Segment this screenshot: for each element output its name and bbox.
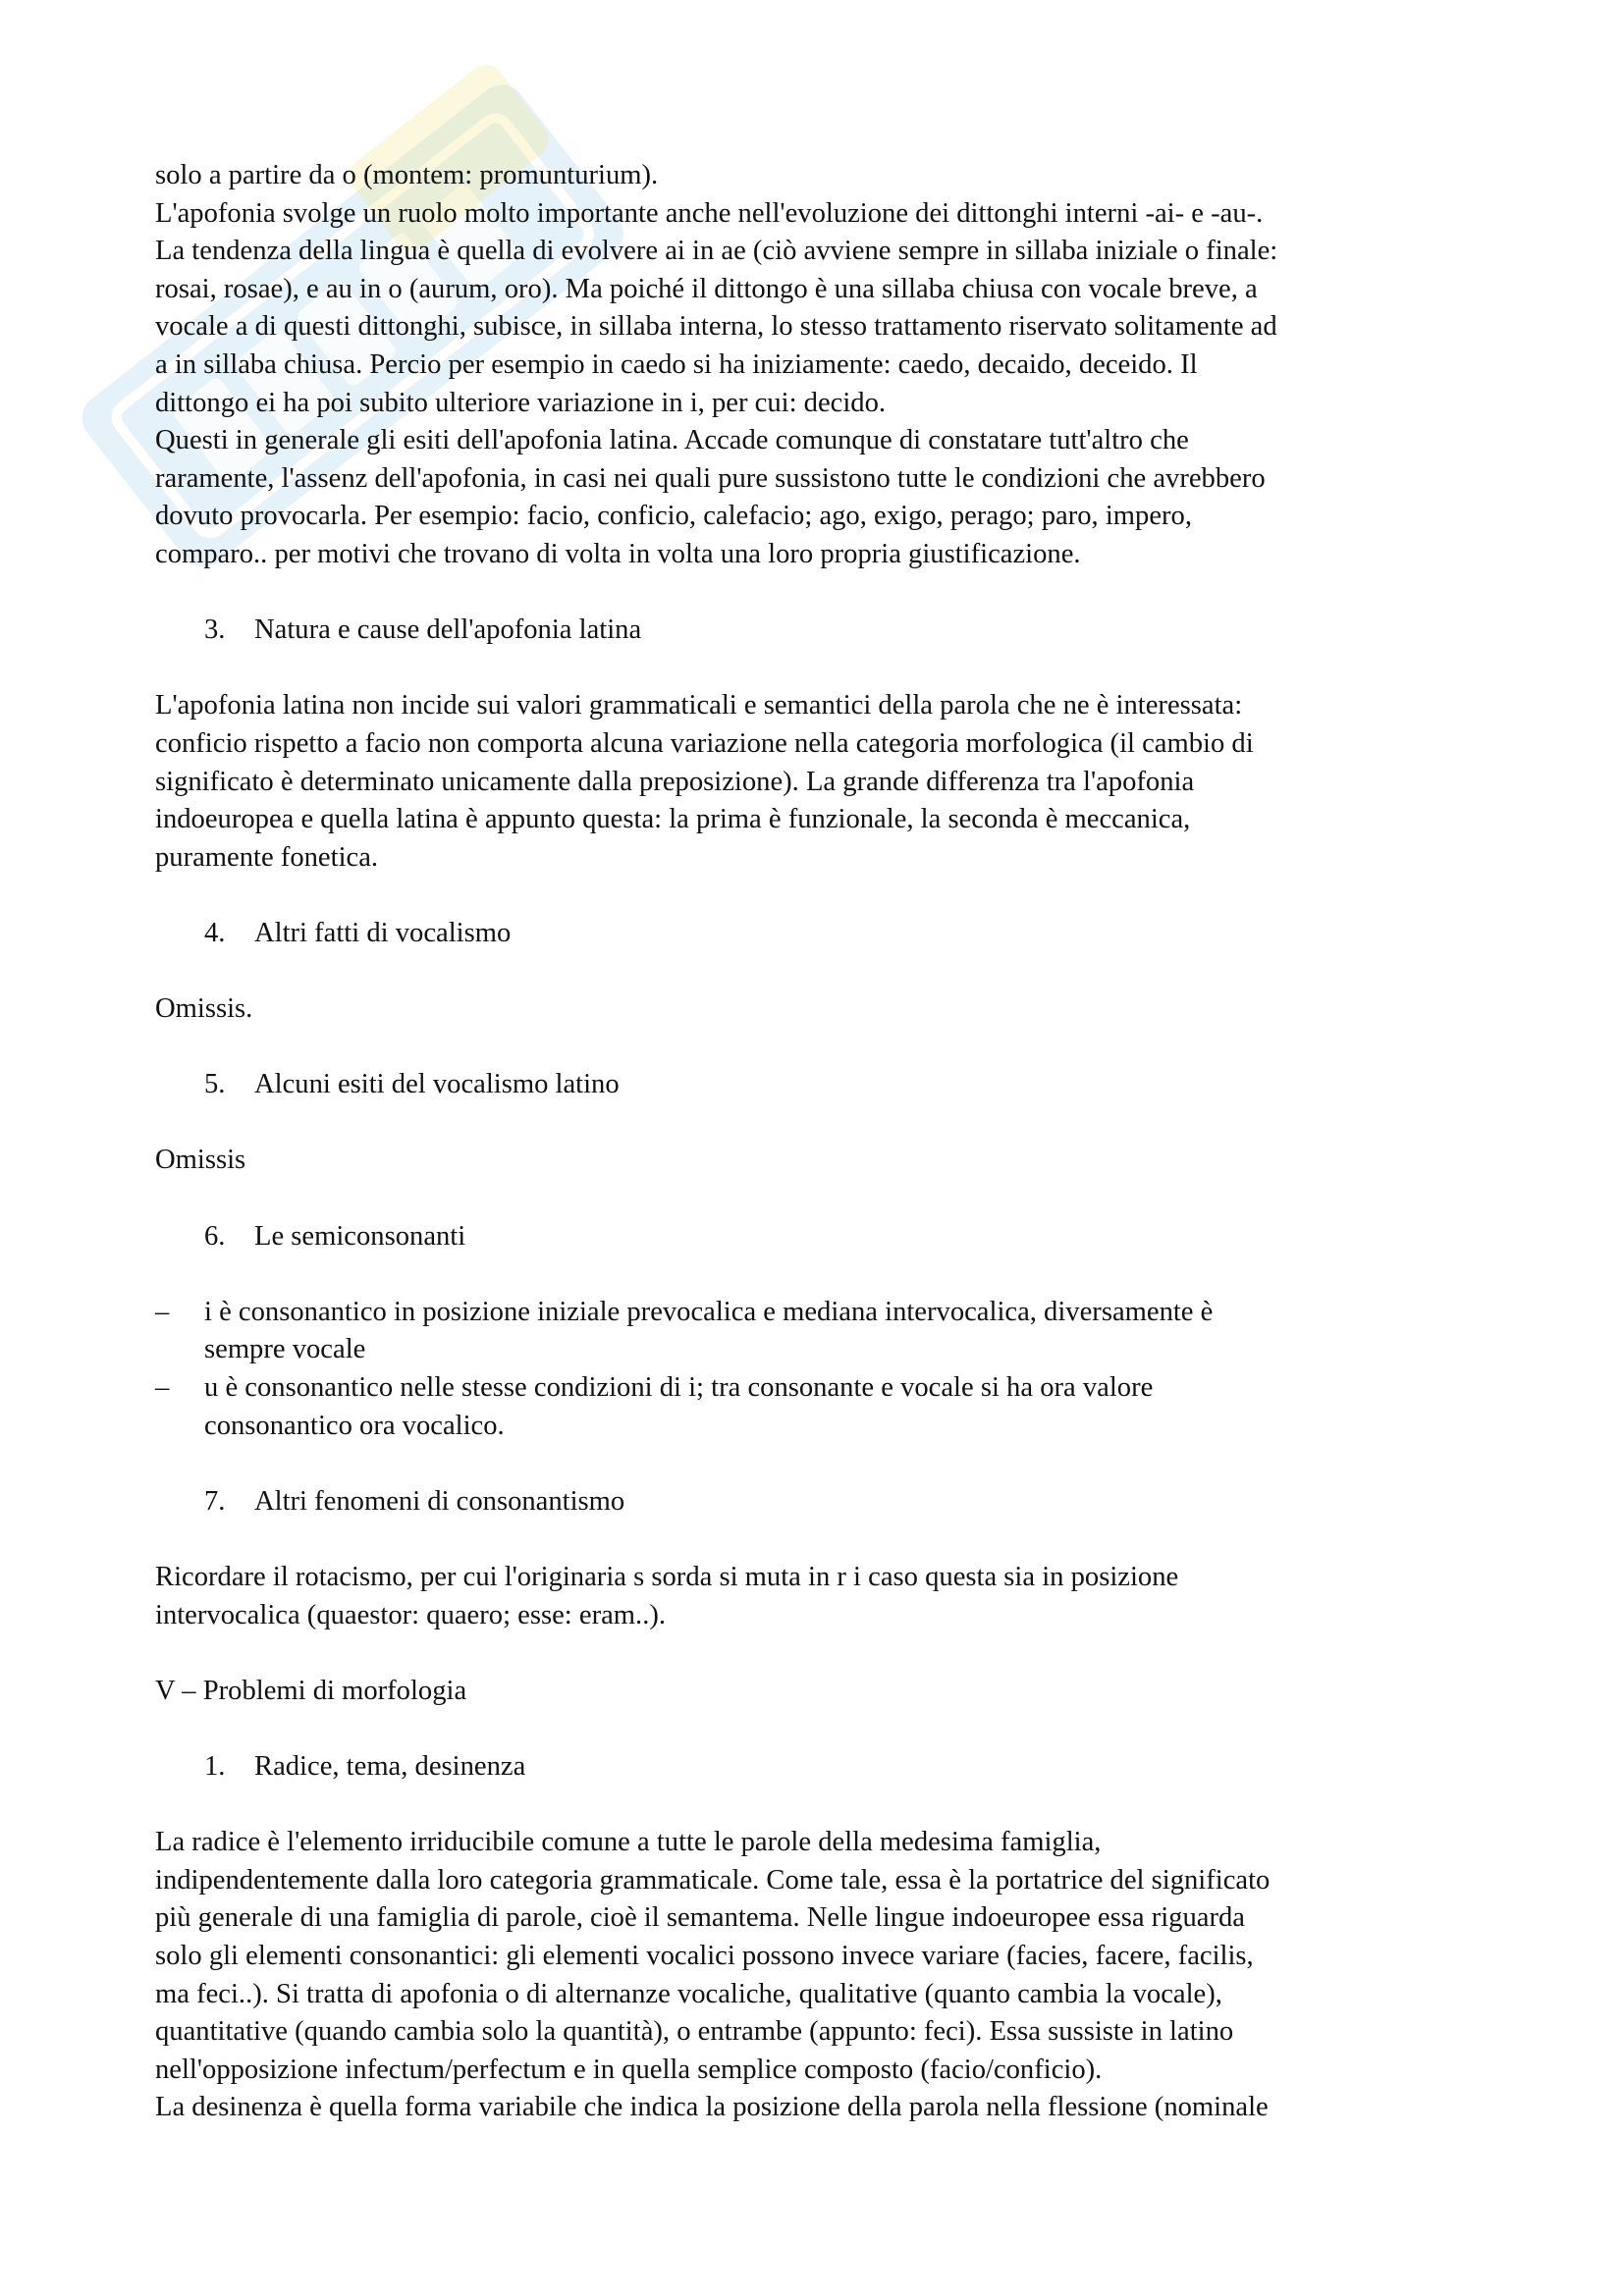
- heading-number: 1.: [204, 1750, 226, 1782]
- text-line: ma feci..). Si tratta di apofonia o di alternanze vocaliche, qualitative (quanto cambia la vocale),: [155, 1978, 1222, 2009]
- heading-title: Altri fatti di vocalismo: [254, 917, 512, 948]
- paragraph-radice: [155, 1824, 1471, 2127]
- text-line: significato è determinato unicamente dalla preposizione). La grande differenza tra l'apofonia: [155, 766, 1195, 797]
- text-line: rosai, rosae), e au in o (aurum, oro). Ma poiché il dittongo è una sillaba chiusa con vocale breve, a: [155, 273, 1258, 304]
- text-line: conficio rispetto a facio non comporta alcuna variazione nella categoria morfologica (il cambio di: [155, 727, 1254, 759]
- text-line: L'apofonia svolge un ruolo molto importante anche nell'evoluzione dei dittonghi interni -ai- e -au-.: [155, 197, 1264, 229]
- text-line: dovuto provocarla. Per esempio: facio, conficio, calefacio; ago, exigo, perago; paro, impero,: [155, 501, 1192, 532]
- paragraph-natura-cause: [155, 687, 1471, 877]
- text-line: vocale a di questi dittonghi, subisce, in sillaba interna, lo stesso trattamento riservato solitamente ad: [155, 311, 1277, 343]
- text-line: raramente, l'assenz dell'apofonia, in casi nei quali pure sussistono tutte le condizioni che avrebbero: [155, 462, 1266, 494]
- heading-title: Alcuni esiti del vocalismo latino: [254, 1069, 620, 1100]
- dash-bullet: –: [155, 1296, 170, 1327]
- heading-title: Le semiconsonanti: [254, 1220, 466, 1252]
- heading-radice-tema-desinenza: [155, 1748, 1471, 1787]
- text-line: a in sillaba chiusa. Percio per esempio in caedo si ha iniziamente: caedo, decaido, deceido. Il: [155, 348, 1198, 380]
- heading-consonantismo: [155, 1483, 1471, 1522]
- section-title-morfologia: V – Problemi di morfologia: [155, 1675, 467, 1706]
- heading-altri-fatti-vocalismo: [155, 915, 1471, 953]
- heading-esiti-vocalismo: [155, 1066, 1471, 1104]
- heading-number: 7.: [204, 1485, 226, 1517]
- text-line: comparo.. per motivi che trovano di volta in volta una loro propria giustificazione.: [155, 538, 1081, 569]
- text-line: La tendenza della lingua è quella di evolvere ai in ae (ciò avviene sempre in sillaba iniziale o finale:: [155, 236, 1278, 267]
- paragraph-apofonia-dittonghi: [155, 157, 1471, 574]
- text-line: quantitative (quando cambia solo la quantità), o entrambe (appunto: feci). Essa sussiste in latino: [155, 2016, 1234, 2048]
- text-line: L'apofonia latina non incide sui valori grammaticali e semantici della parola che ne è interessata:: [155, 690, 1243, 721]
- text-line: indoeuropea e quella latina è appunto questa: la prima è funzionale, la seconda è meccanica,: [155, 804, 1191, 835]
- list-item: [155, 1369, 1471, 1445]
- heading-title: Altri fenomeni di consonantismo: [254, 1485, 625, 1517]
- text-line: La desinenza è quella forma variabile che indica la posizione della parola nella flessione (nominale: [155, 2092, 1269, 2123]
- text-line: i è consonantico in posizione iniziale prevocalica e mediana intervocalica, diversamente è: [204, 1296, 1214, 1327]
- text-line: u è consonantico nelle stesse condizioni di i; tra consonante e vocale si ha ora valore: [204, 1372, 1154, 1403]
- heading-number: 5.: [204, 1069, 226, 1100]
- text-line: nell'opposizione infectum/perfectum e in quella semplice composto (facio/conficio).: [155, 2054, 1103, 2085]
- document-page: [155, 157, 1471, 2127]
- text-line: solo a partire da o (montem: promunturium).: [155, 160, 659, 190]
- paragraph-rotacismo: [155, 1559, 1471, 1634]
- text-line: consonantico ora vocalico.: [204, 1410, 505, 1441]
- text-line: Ricordare il rotacismo, per cui l'originaria s sorda si muta in r i caso questa sia in posizione: [155, 1561, 1179, 1592]
- heading-title: Radice, tema, desinenza: [254, 1750, 526, 1782]
- text-line: più generale di una famiglia di parole, cioè il semantema. Nelle lingue indoeuropee essa riguarda: [155, 1902, 1245, 1934]
- list-item: [155, 1294, 1471, 1369]
- heading-number: 3.: [204, 614, 226, 646]
- paragraph-omissis: Omissis.: [155, 993, 253, 1025]
- heading-title: Natura e cause dell'apofonia latina: [254, 614, 642, 646]
- text-line: intervocalica (quaestor: quaero; esse: eram..).: [155, 1599, 667, 1630]
- heading-natura-cause: [155, 612, 1471, 650]
- text-line: solo gli elementi consonantici: gli elementi vocalici possono invece variare (facies, facere, facilis,: [155, 1940, 1254, 1971]
- heading-semiconsonanti: [155, 1218, 1471, 1256]
- heading-number: 4.: [204, 917, 226, 948]
- text-line: puramente fonetica.: [155, 841, 379, 873]
- semiconsonanti-list: [155, 1294, 1471, 1445]
- text-line: La radice è l'elemento irriducibile comune a tutte le parole della medesima famiglia,: [155, 1827, 1102, 1858]
- text-line: dittongo ei ha poi subito ulteriore variazione in i, per cui: decido.: [155, 387, 887, 418]
- text-line: sempre vocale: [204, 1334, 366, 1365]
- dash-bullet: –: [155, 1372, 170, 1403]
- text-line: Questi in generale gli esiti dell'apofonia latina. Accade comunque di constatare tutt'altro che: [155, 425, 1189, 456]
- heading-number: 6.: [204, 1220, 226, 1252]
- text-line: indipendentemente dalla loro categoria grammaticale. Come tale, essa è la portatrice del significato: [155, 1864, 1271, 1896]
- paragraph-omissis: Omissis: [155, 1145, 246, 1176]
